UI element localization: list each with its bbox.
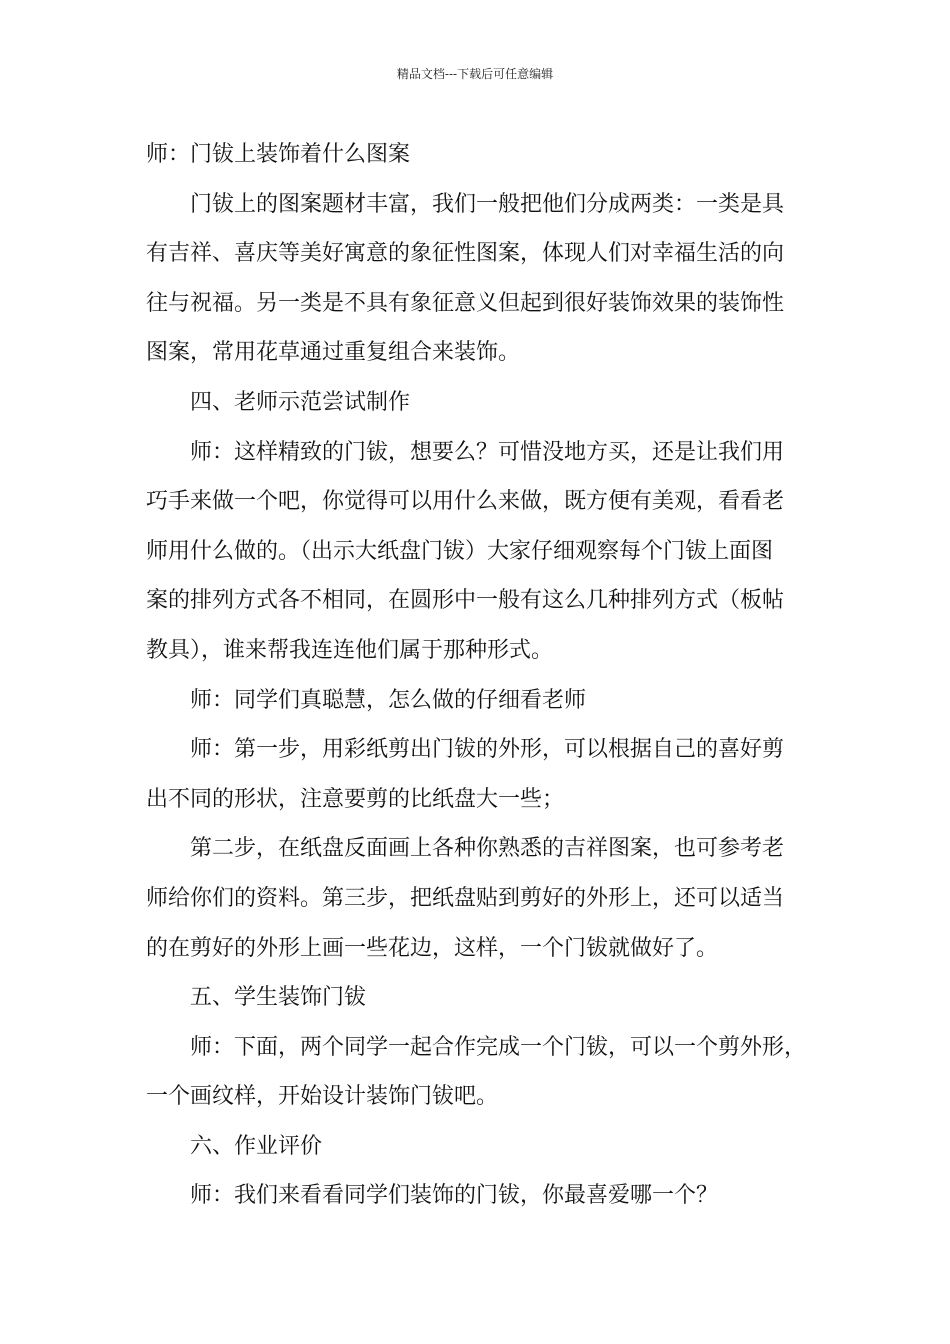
paragraph-line: 往与祝福。另一类是不具有象征意义但起到很好装饰效果的装饰性 [146, 290, 785, 316]
paragraph-line: 师：同学们真聪慧，怎么做的仔细看老师 [190, 687, 587, 713]
page-header: 精品文档---下载后可任意编辑 [396, 67, 554, 81]
section-heading: 五、学生装饰门钹 [190, 985, 367, 1011]
section-heading: 四、老师示范尝试制作 [190, 389, 411, 415]
paragraph-line: 师给你们的资料。第三步，把纸盘贴到剪好的外形上，还可以适当 [146, 885, 785, 911]
paragraph-line: 门钹上的图案题材丰富，我们一般把他们分成两类：一类是具 [190, 191, 785, 217]
paragraph-line: 案的排列方式各不相同，在圆形中一般有这么几种排列方式（板帖 [146, 588, 785, 614]
paragraph-line: 师：这样精致的门钹，想要么？可惜没地方买，还是让我们用 [190, 439, 785, 465]
paragraph-line: 巧手来做一个吧，你觉得可以用什么来做，既方便有美观，看看老 [146, 489, 785, 515]
paragraph-line: 有吉祥、喜庆等美好寓意的象征性图案，体现人们对幸福生活的向 [146, 241, 785, 267]
paragraph-line: 出不同的形状，注意要剪的比纸盘大一些； [146, 786, 565, 812]
paragraph-line: 师：我们来看看同学们装饰的门钹，你最喜爱哪一个？ [190, 1183, 719, 1209]
paragraph-line: 一个画纹样，开始设计装饰门钹吧。 [146, 1084, 499, 1110]
paragraph-line: 师：下面，两个同学一起合作完成一个门钹，可以一个剪外形， [190, 1034, 807, 1060]
paragraph-line: 师：第一步，用彩纸剪出门钹的外形，可以根据自己的喜好剪 [190, 737, 785, 763]
paragraph-line: 第二步，在纸盘反面画上各种你熟悉的吉祥图案，也可参考老 [190, 836, 785, 862]
paragraph-line: 师：门钹上装饰着什么图案 [146, 142, 411, 167]
paragraph-line: 图案，常用花草通过重复组合来装饰。 [146, 340, 521, 366]
document-body [146, 130, 808, 1221]
paragraph-line: 师用什么做的。（出示大纸盘门钹）大家仔细观察每个门钹上面图 [146, 538, 774, 564]
section-heading: 六、作业评价 [190, 1133, 323, 1159]
paragraph-line: 教具），谁来帮我连连他们属于那种形式。 [146, 637, 554, 663]
paragraph-line: 的在剪好的外形上画一些花边，这样，一个门钹就做好了。 [146, 935, 719, 961]
